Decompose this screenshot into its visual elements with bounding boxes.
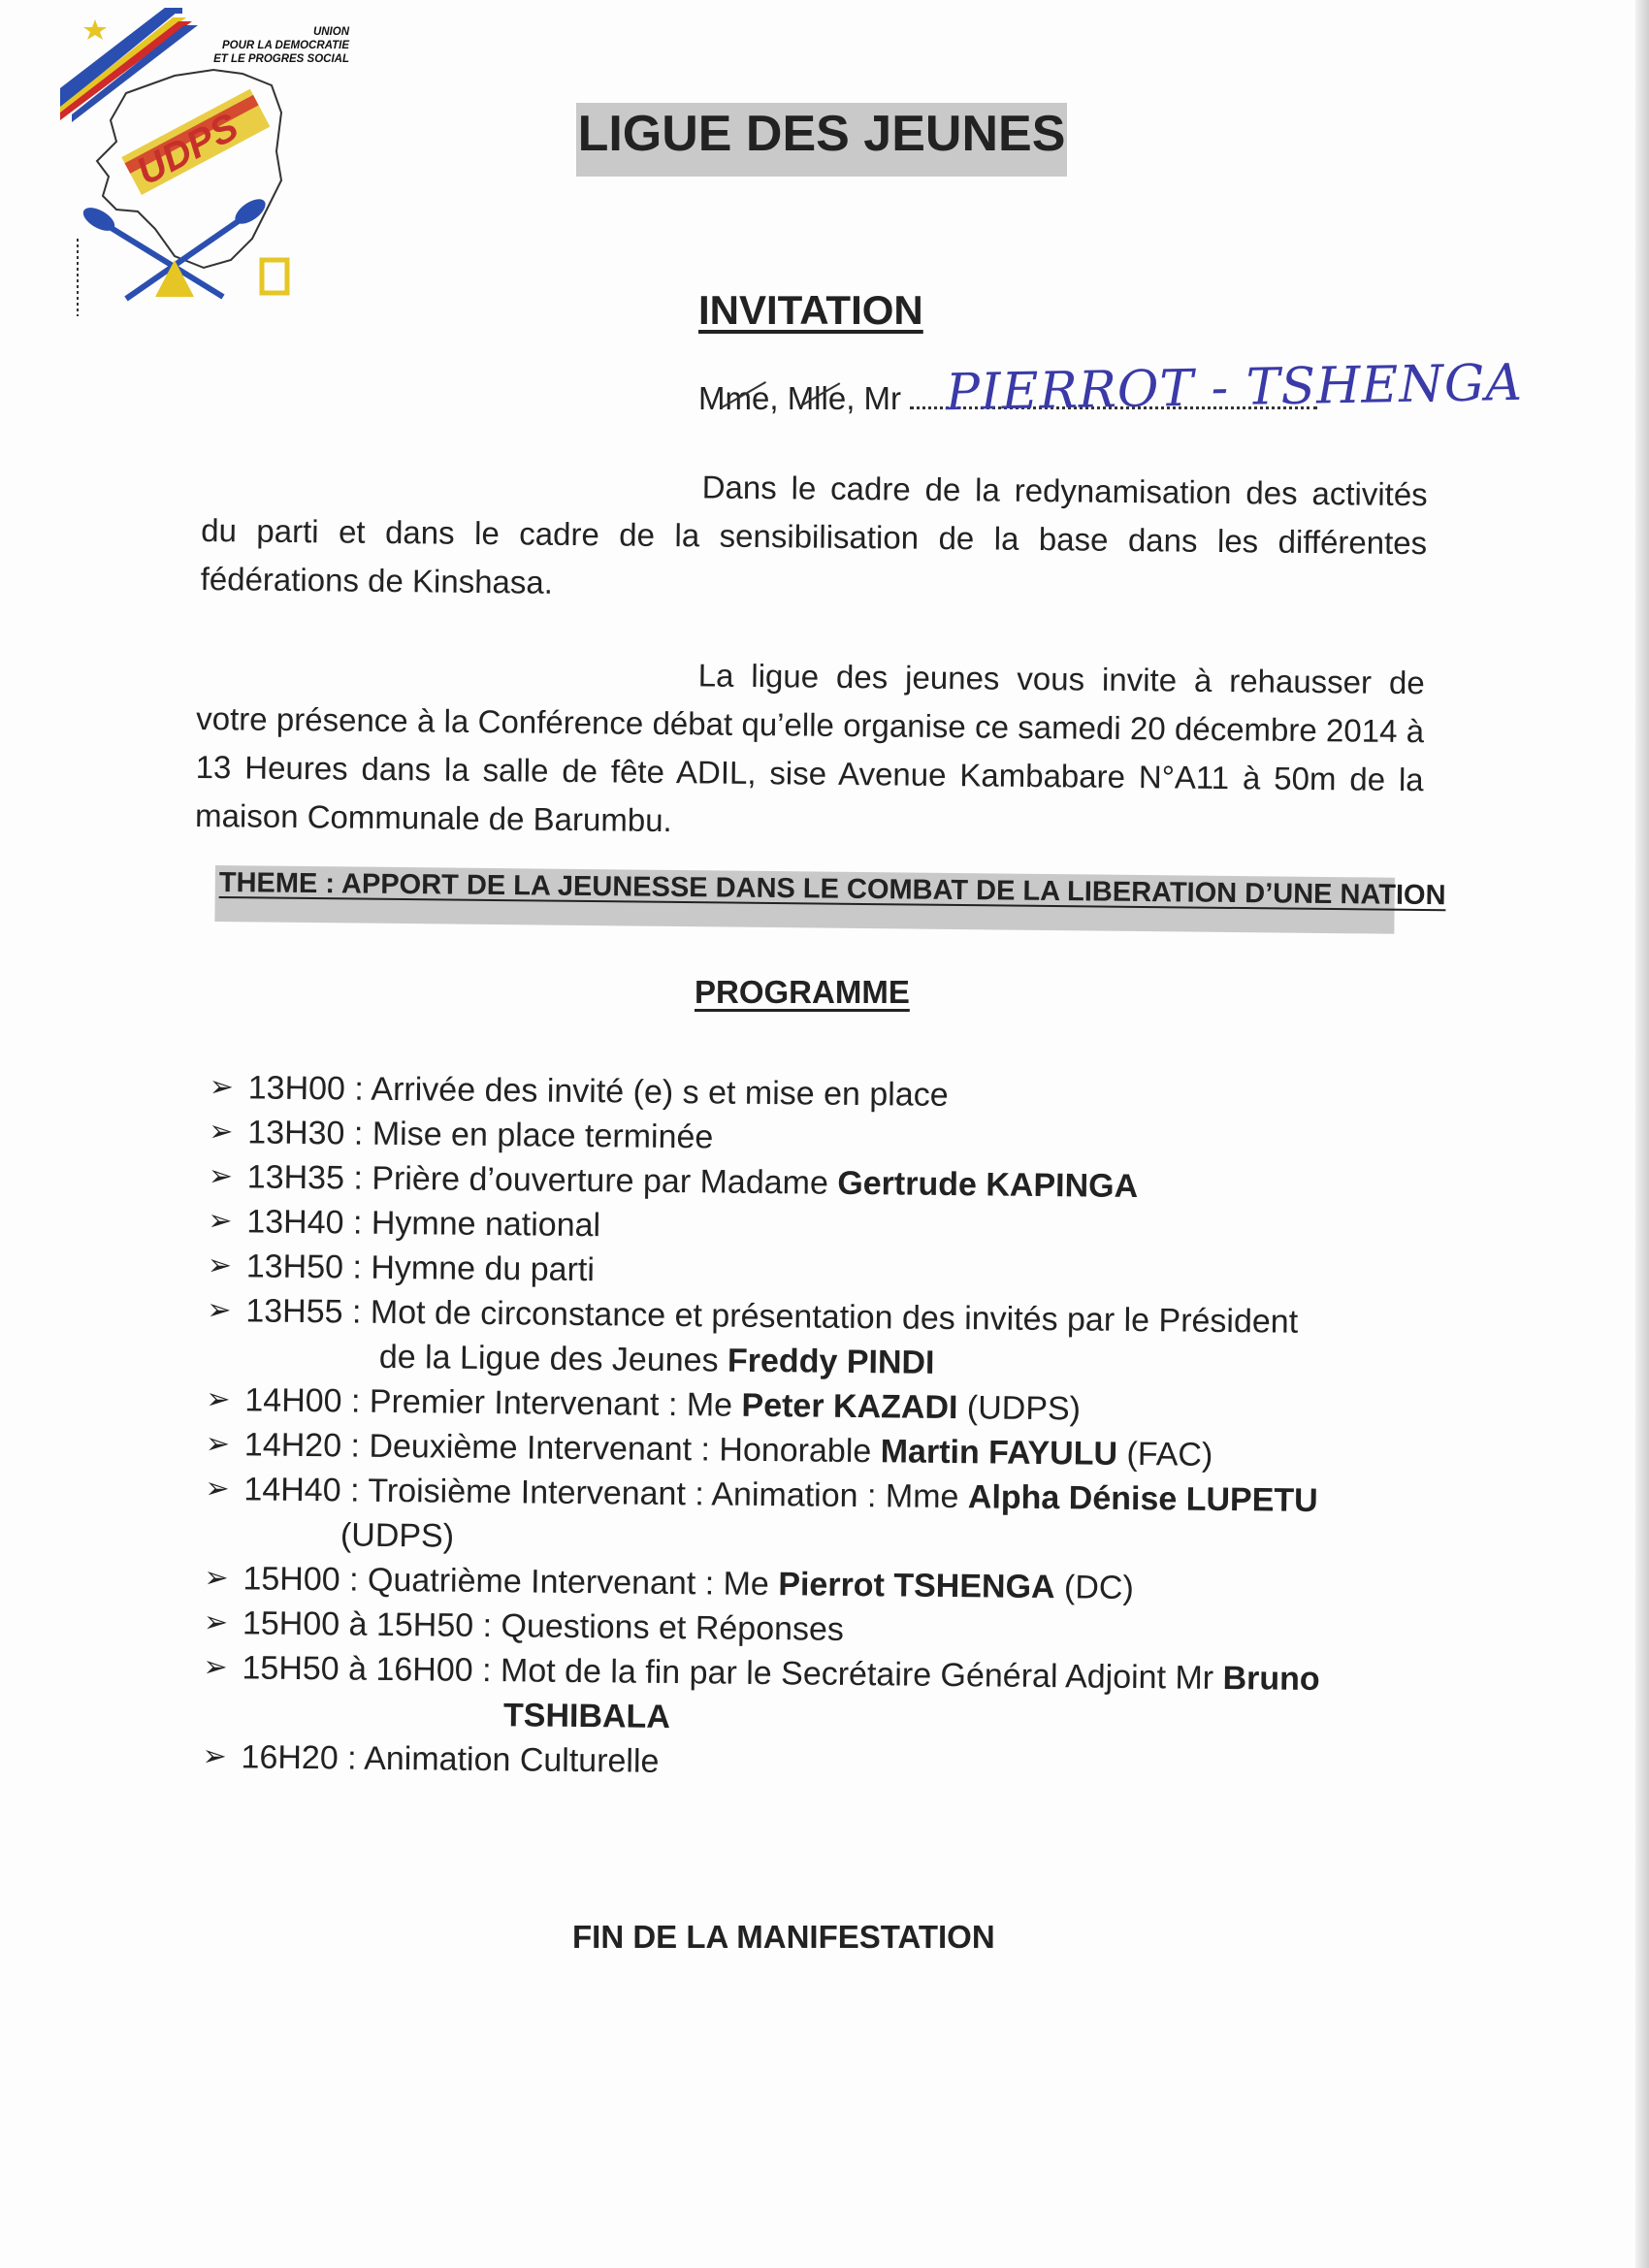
item-person: Peter KAZADI xyxy=(741,1386,958,1427)
programme-item: ➢ 15H00 à 15H50 : Questions et Réponses xyxy=(204,1601,1397,1658)
programme-item: ➢ 13H30 : Mise en place terminée xyxy=(209,1110,1402,1167)
item-time: 14H40 xyxy=(243,1471,341,1509)
item-text: Mot de circonstance et présentation des invités par le Président xyxy=(370,1293,1299,1341)
item-text: Hymne du parti xyxy=(371,1248,596,1289)
salutation-mr: Mr xyxy=(863,380,902,416)
salutation-mme: Mme xyxy=(698,380,770,416)
item-affiliation: (FAC) xyxy=(1126,1435,1213,1474)
programme-item: ➢ 13H50 : Hymne du parti xyxy=(208,1244,1401,1301)
item-text: Quatrième Intervenant : Me xyxy=(367,1561,770,1604)
item-person: Martin FAYULU xyxy=(880,1433,1118,1473)
item-text: Animation Culturelle xyxy=(363,1739,660,1780)
arrow-bullet-icon: ➢ xyxy=(207,1293,232,1327)
udps-logo xyxy=(58,6,349,316)
item-time: 14H20 xyxy=(243,1426,342,1465)
arrow-bullet-icon: ➢ xyxy=(209,1070,235,1104)
programme-item: ➢ 13H40 : Hymne national xyxy=(208,1199,1401,1256)
item-time: 16H20 xyxy=(241,1738,339,1777)
programme-item: ➢ 16H20 : Animation Culturelle xyxy=(202,1734,1395,1792)
programme-item: ➢ 13H00 : Arrivée des invité (e) s et mise en place xyxy=(210,1065,1403,1122)
item-time: 13H50 xyxy=(245,1247,344,1286)
item-text: Mot de la fin par le Secrétaire Général Adjoint Mr xyxy=(500,1652,1214,1697)
item-person: Alpha Dénise LUPETU xyxy=(967,1478,1318,1519)
arrow-bullet-icon: ➢ xyxy=(203,1605,229,1639)
arrow-bullet-icon: ➢ xyxy=(208,1159,234,1193)
item-text: Deuxième Intervenant : Honorable xyxy=(369,1427,872,1471)
org-line-2: POUR LA DEMOCRATIE xyxy=(222,40,349,51)
arrow-bullet-icon: ➢ xyxy=(202,1739,227,1773)
item-text: Troisième Intervenant : Animation : Mme xyxy=(368,1472,959,1516)
programme-item: ➢ 14H00 : Premier Intervenant : Me Peter KAZADI (UDPS) xyxy=(206,1377,1399,1435)
item-time: 13H35 xyxy=(246,1158,345,1197)
item-person: Freddy PINDI xyxy=(727,1342,935,1381)
item-time: 15H00 xyxy=(242,1560,340,1599)
item-continuation: TSHIBALA xyxy=(502,1697,671,1736)
item-text: Hymne national xyxy=(371,1204,601,1245)
item-text: Arrivée des invité (e) s et mise en place xyxy=(371,1070,949,1114)
salutation-line: Mme, Mlle, Mr xyxy=(698,380,1317,417)
theme-line: THEME : APPORT DE LA JEUNESSE DANS LE COMBAT DE LA LIBERATION D’UNE NATION xyxy=(218,867,1446,912)
item-time: 15H50 à 16H00 xyxy=(242,1649,473,1689)
arrow-bullet-icon: ➢ xyxy=(207,1248,233,1282)
programme-item: ➢ 13H55 : Mot de circonstance et présentation des invités par le Président de la Ligue des Jeunes Freddy PINDI xyxy=(207,1288,1401,1390)
item-text: Mise en place terminée xyxy=(372,1115,714,1156)
item-continuation: (UDPS) xyxy=(340,1516,455,1555)
item-time: 13H40 xyxy=(246,1203,344,1242)
item-affiliation: (UDPS) xyxy=(966,1389,1082,1428)
programme-title: PROGRAMME xyxy=(695,974,910,1010)
programme-item: ➢ 15H50 à 16H00 : Mot de la fin par le Secrétaire Général Adjoint Mr Bruno TSHIBALA xyxy=(203,1645,1397,1747)
item-time: 15H00 à 15H50 xyxy=(242,1604,474,1644)
item-time: 13H00 xyxy=(247,1069,346,1108)
item-time: 14H00 xyxy=(244,1381,342,1420)
paragraph-invitation: La ligue des jeunes vous invite à rehausser de votre présence à la Conférence débat qu’elle organise ce samedi 20 décembre 2014 à 13 Heures dans la salle de fête ADIL, sise Avenue Kambabare N°A11 à 50m de la maison Communale de Barumbu. xyxy=(194,657,1425,839)
item-time: 13H30 xyxy=(247,1114,345,1152)
handwritten-name: PIERROT - TSHENGA xyxy=(945,353,1524,423)
item-person: Bruno xyxy=(1222,1659,1320,1699)
page-title: LIGUE DES JEUNES xyxy=(577,106,1066,162)
arrow-bullet-icon: ➢ xyxy=(205,1472,230,1506)
arrow-bullet-icon: ➢ xyxy=(208,1204,233,1238)
arrow-bullet-icon: ➢ xyxy=(206,1382,231,1416)
item-person: Gertrude KAPINGA xyxy=(837,1164,1139,1206)
invitation-title: INVITATION xyxy=(698,287,923,333)
programme-item: ➢ 14H20 : Deuxième Intervenant : Honorable Martin FAYULU (FAC) xyxy=(206,1422,1399,1479)
paragraph-context: Dans le cadre de la redynamisation des activités du parti et dans le cadre de la sensibilisation de la base dans les différentes fédérations de Kinshasa. xyxy=(200,469,1428,600)
arrow-bullet-icon: ➢ xyxy=(209,1115,234,1149)
org-line-3: ET LE PROGRES SOCIAL xyxy=(213,53,349,65)
arrow-bullet-icon: ➢ xyxy=(205,1427,231,1461)
programme-item: ➢ 15H00 : Quatrième Intervenant : Me Pierrot TSHENGA (DC) xyxy=(204,1556,1397,1613)
programme-item: ➢ 13H35 : Prière d’ouverture par Madame Gertrude KAPINGA xyxy=(209,1154,1402,1212)
item-time: 13H55 xyxy=(245,1292,343,1331)
page-edge-shadow xyxy=(1635,0,1649,2268)
item-text: Questions et Réponses xyxy=(501,1607,845,1648)
arrow-bullet-icon: ➢ xyxy=(203,1650,228,1684)
salutation-mlle: Mlle xyxy=(787,380,847,416)
programme-item: ➢ 14H40 : Troisième Intervenant : Animation : Mme Alpha Dénise LUPETU (UDPS) xyxy=(205,1467,1399,1569)
item-person: Pierrot TSHENGA xyxy=(778,1566,1055,1606)
item-cont-text: de la Ligue des Jeunes xyxy=(378,1338,719,1379)
org-line-1: UNION xyxy=(312,26,349,38)
item-affiliation: (DC) xyxy=(1063,1569,1134,1607)
organization-name xyxy=(204,25,349,66)
item-text: Prière d’ouverture par Madame xyxy=(372,1159,829,1202)
logo-lettering: UDPS xyxy=(129,105,245,194)
programme-list xyxy=(202,1065,1403,1792)
item-text: Premier Intervenant : Me xyxy=(369,1382,733,1424)
closing-line: FIN DE LA MANIFESTATION xyxy=(572,1919,995,1955)
arrow-bullet-icon: ➢ xyxy=(204,1561,229,1595)
